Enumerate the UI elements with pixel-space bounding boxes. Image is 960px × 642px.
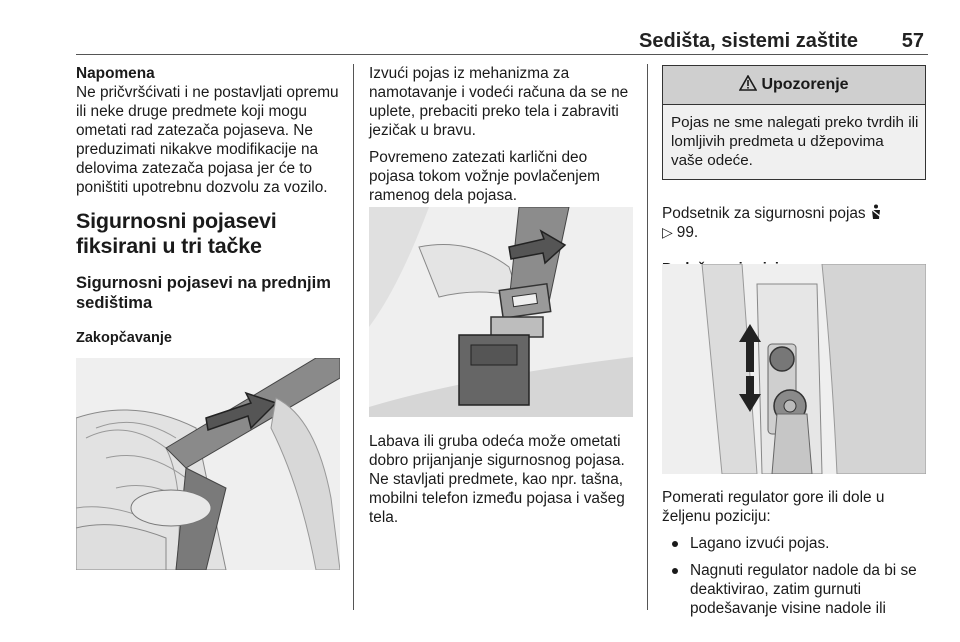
- page-number: 57: [901, 30, 924, 52]
- list-item-text: Lagano izvući pojas.: [690, 535, 830, 552]
- instruction-paragraph: Izvući pojas iz mehanizma za namotavanje i vodeći računa da se ne uplete, prebaciti preko tela i zabraviti jezičak u bravu.: [369, 65, 629, 139]
- section-heading: Sigurnosni pojasevi fiksirani u tri tačke: [76, 209, 277, 258]
- bullet-icon: [672, 568, 678, 574]
- column-left: [76, 64, 340, 348]
- reminder-page-ref[interactable]: 99.: [676, 224, 699, 241]
- adjust-paragraph: Pomerati regulator gore ili dole u željenu poziciju:: [662, 489, 885, 525]
- height-adjuster-illustration: [662, 264, 926, 474]
- seatbelt-person-icon: [870, 205, 882, 222]
- chapter-title: Sedišta, sistemi zaštite: [639, 30, 858, 52]
- warning-box: [662, 65, 926, 180]
- subsection-heading: Sigurnosni pojasevi na prednjim sedištima: [76, 274, 331, 312]
- reminder-text: Podsetnik za sigurnosni pojas: [662, 205, 866, 222]
- warning-triangle-icon: [739, 75, 757, 96]
- fastening-belt-illustration: [76, 358, 340, 570]
- page-reference-arrow-icon: ▷: [662, 224, 673, 240]
- clothing-paragraph: Labava ili gruba odeća može ometati dobro prijanjanje sigurnosnog pojasa. Ne stavljati predmete, kao npr. tašna, mobilni telefon između pojasa i vašeg tela.: [369, 433, 625, 526]
- figure-fastening-belt: [76, 358, 340, 570]
- note-label: Napomena: [76, 65, 155, 82]
- page-header: [76, 24, 928, 55]
- list-item-text: Nagnuti regulator nadole da bi se deaktivirao, zatim gurnuti podešavanje visine nadole ili: [690, 562, 917, 617]
- warning-title: Upozorenje: [761, 76, 849, 93]
- note-text: Ne pričvršćivati i ne postavljati opremu ili neke druge predmete koji mogu ometati rad zatezača pojaseva. Ne preduzimati nikakve modifikacije na delovima zatezača pojasa jer će to poništiti upotrebnu dozvolu za vozilo.: [76, 84, 339, 196]
- reminder-paragraph: [662, 204, 926, 242]
- column-right: [662, 64, 926, 279]
- clothing-note: [369, 432, 633, 527]
- bullet-icon: [672, 541, 678, 547]
- column-middle: [369, 64, 633, 205]
- topic-heading: Zakopčavanje: [76, 330, 172, 346]
- buckle-illustration: [369, 207, 633, 417]
- figure-buckle: [369, 207, 633, 417]
- list-item: [662, 561, 926, 618]
- warning-text: Pojas ne sme nalegati preko tvrdih ili lomljivih predmeta u džepovima vaše odeće.: [671, 114, 919, 169]
- figure-height-adjuster: [662, 264, 926, 474]
- column-divider: [353, 64, 354, 610]
- warning-header: [663, 66, 925, 105]
- adjust-instructions: [662, 488, 926, 626]
- column-divider: [647, 64, 648, 610]
- adjust-steps-list: [662, 534, 926, 618]
- list-item: [662, 534, 926, 553]
- instruction-paragraph: Povremeno zatezati karlični deo pojasa tokom vožnje povlačenjem ramenog dela pojasa.: [369, 149, 600, 204]
